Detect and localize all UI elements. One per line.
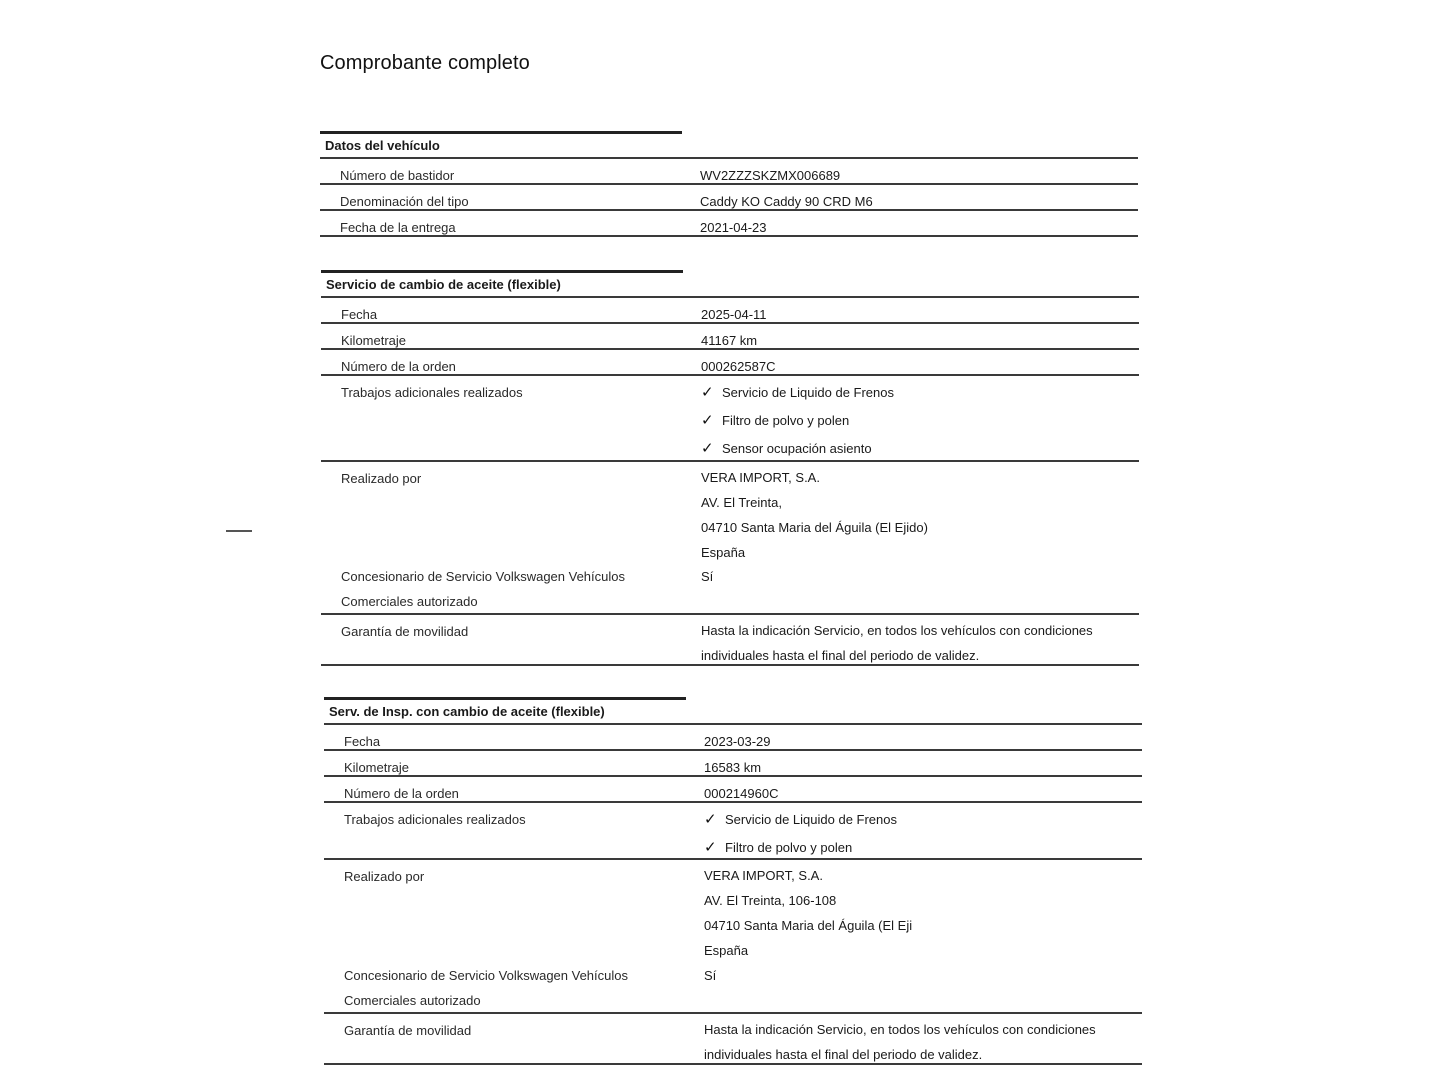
order-number-value: 000214960C (704, 786, 779, 801)
authorized-dealer-value: Sí (704, 968, 717, 983)
row-label: Número de bastidor (340, 168, 455, 183)
table-row (321, 460, 1139, 561)
margin-mark (226, 530, 252, 532)
row-label: Garantía de movilidad (344, 1023, 472, 1038)
section-rule (321, 270, 683, 273)
table-row (320, 209, 1138, 235)
table-row (324, 1012, 1142, 1063)
date-value: 2025-04-11 (701, 307, 767, 322)
checkmark-icon: ✓ (701, 412, 714, 429)
mileage-value: 16583 km (704, 760, 762, 775)
section-heading: Datos del vehículo (325, 138, 440, 153)
table-row (324, 749, 1142, 775)
checkmark-icon: ✓ (701, 384, 714, 401)
vehicle-data-section (320, 131, 1138, 237)
section-header (321, 270, 1139, 296)
date-value: 2023-03-29 (704, 734, 771, 749)
table-row (324, 723, 1142, 749)
section-rule (320, 131, 682, 134)
row-label: Concesionario de Servicio Volkswagen Vehículos Comerciales autorizado (341, 569, 626, 609)
table-row (321, 348, 1139, 374)
row-label: Trabajos adicionales realizados (344, 812, 526, 827)
table-row (324, 801, 1142, 858)
row-label: Concesionario de Servicio Volkswagen Vehículos Comerciales autorizado (344, 968, 629, 1008)
row-label: Kilometraje (341, 333, 407, 348)
list-item: ✓ Sensor ocupación asiento (701, 435, 894, 463)
row-label: Fecha (344, 734, 381, 749)
checkmark-icon: ✓ (701, 440, 714, 457)
order-number-value: 000262587C (701, 359, 776, 374)
dealer-address: VERA IMPORT, S.A. AV. El Treinta, 106-108 04710 Santa Maria del Águila (El Eji España (704, 868, 913, 958)
row-label: Denominación del tipo (340, 194, 469, 209)
section-header (320, 131, 1138, 157)
row-label: Garantía de movilidad (341, 624, 469, 639)
mileage-value: 41167 km (701, 333, 758, 348)
row-label: Kilometraje (344, 760, 410, 775)
row-label: Número de la orden (344, 786, 459, 801)
row-label: Trabajos adicionales realizados (341, 385, 523, 400)
table-row (324, 858, 1142, 960)
authorized-dealer-value: Sí (701, 569, 714, 584)
list-item: ✓ Filtro de polvo y polen (704, 834, 897, 862)
dealer-address: VERA IMPORT, S.A. AV. El Treinta, 04710 Santa Maria del Águila (El Ejido) España (701, 470, 928, 560)
row-label: Realizado por (344, 869, 425, 884)
vin-value: WV2ZZZSKZMX006689 (700, 168, 841, 183)
section-heading: Serv. de Insp. con cambio de aceite (flexible) (329, 704, 605, 719)
section-rule (324, 697, 686, 700)
mobility-guarantee-text: Hasta la indicación Servicio, en todos los vehículos con condiciones individuales hasta el final del periodo de validez. (701, 623, 1093, 663)
table-row (321, 296, 1139, 322)
table-row (321, 561, 1139, 613)
inspection-service-section (324, 697, 1142, 1065)
mobility-guarantee-text: Hasta la indicación Servicio, en todos los vehículos con condiciones individuales hasta el final del periodo de validez. (704, 1022, 1096, 1062)
type-value: Caddy KO Caddy 90 CRD M6 (700, 194, 873, 209)
delivery-date-value: 2021-04-23 (700, 220, 767, 235)
list-item: ✓ Servicio de Liquido de Frenos (701, 379, 894, 407)
table-row (321, 613, 1139, 664)
table-row (321, 374, 1139, 460)
additional-work-list (704, 806, 897, 862)
checkmark-icon: ✓ (704, 839, 717, 856)
additional-work-list (701, 379, 894, 463)
row-label: Fecha de la entrega (340, 220, 456, 235)
section-header (324, 697, 1142, 723)
table-row (324, 775, 1142, 801)
table-row (321, 322, 1139, 348)
table-row (320, 183, 1138, 209)
row-label: Realizado por (341, 471, 422, 486)
checkmark-icon: ✓ (704, 811, 717, 828)
oil-service-section (321, 270, 1139, 666)
list-item: ✓ Servicio de Liquido de Frenos (704, 806, 897, 834)
row-label: Número de la orden (341, 359, 456, 374)
table-row (320, 157, 1138, 183)
section-heading: Servicio de cambio de aceite (flexible) (326, 277, 561, 292)
page-title: Comprobante completo (320, 52, 530, 74)
table-row (324, 960, 1142, 1012)
list-item: ✓ Filtro de polvo y polen (701, 407, 894, 435)
row-label: Fecha (341, 307, 378, 322)
